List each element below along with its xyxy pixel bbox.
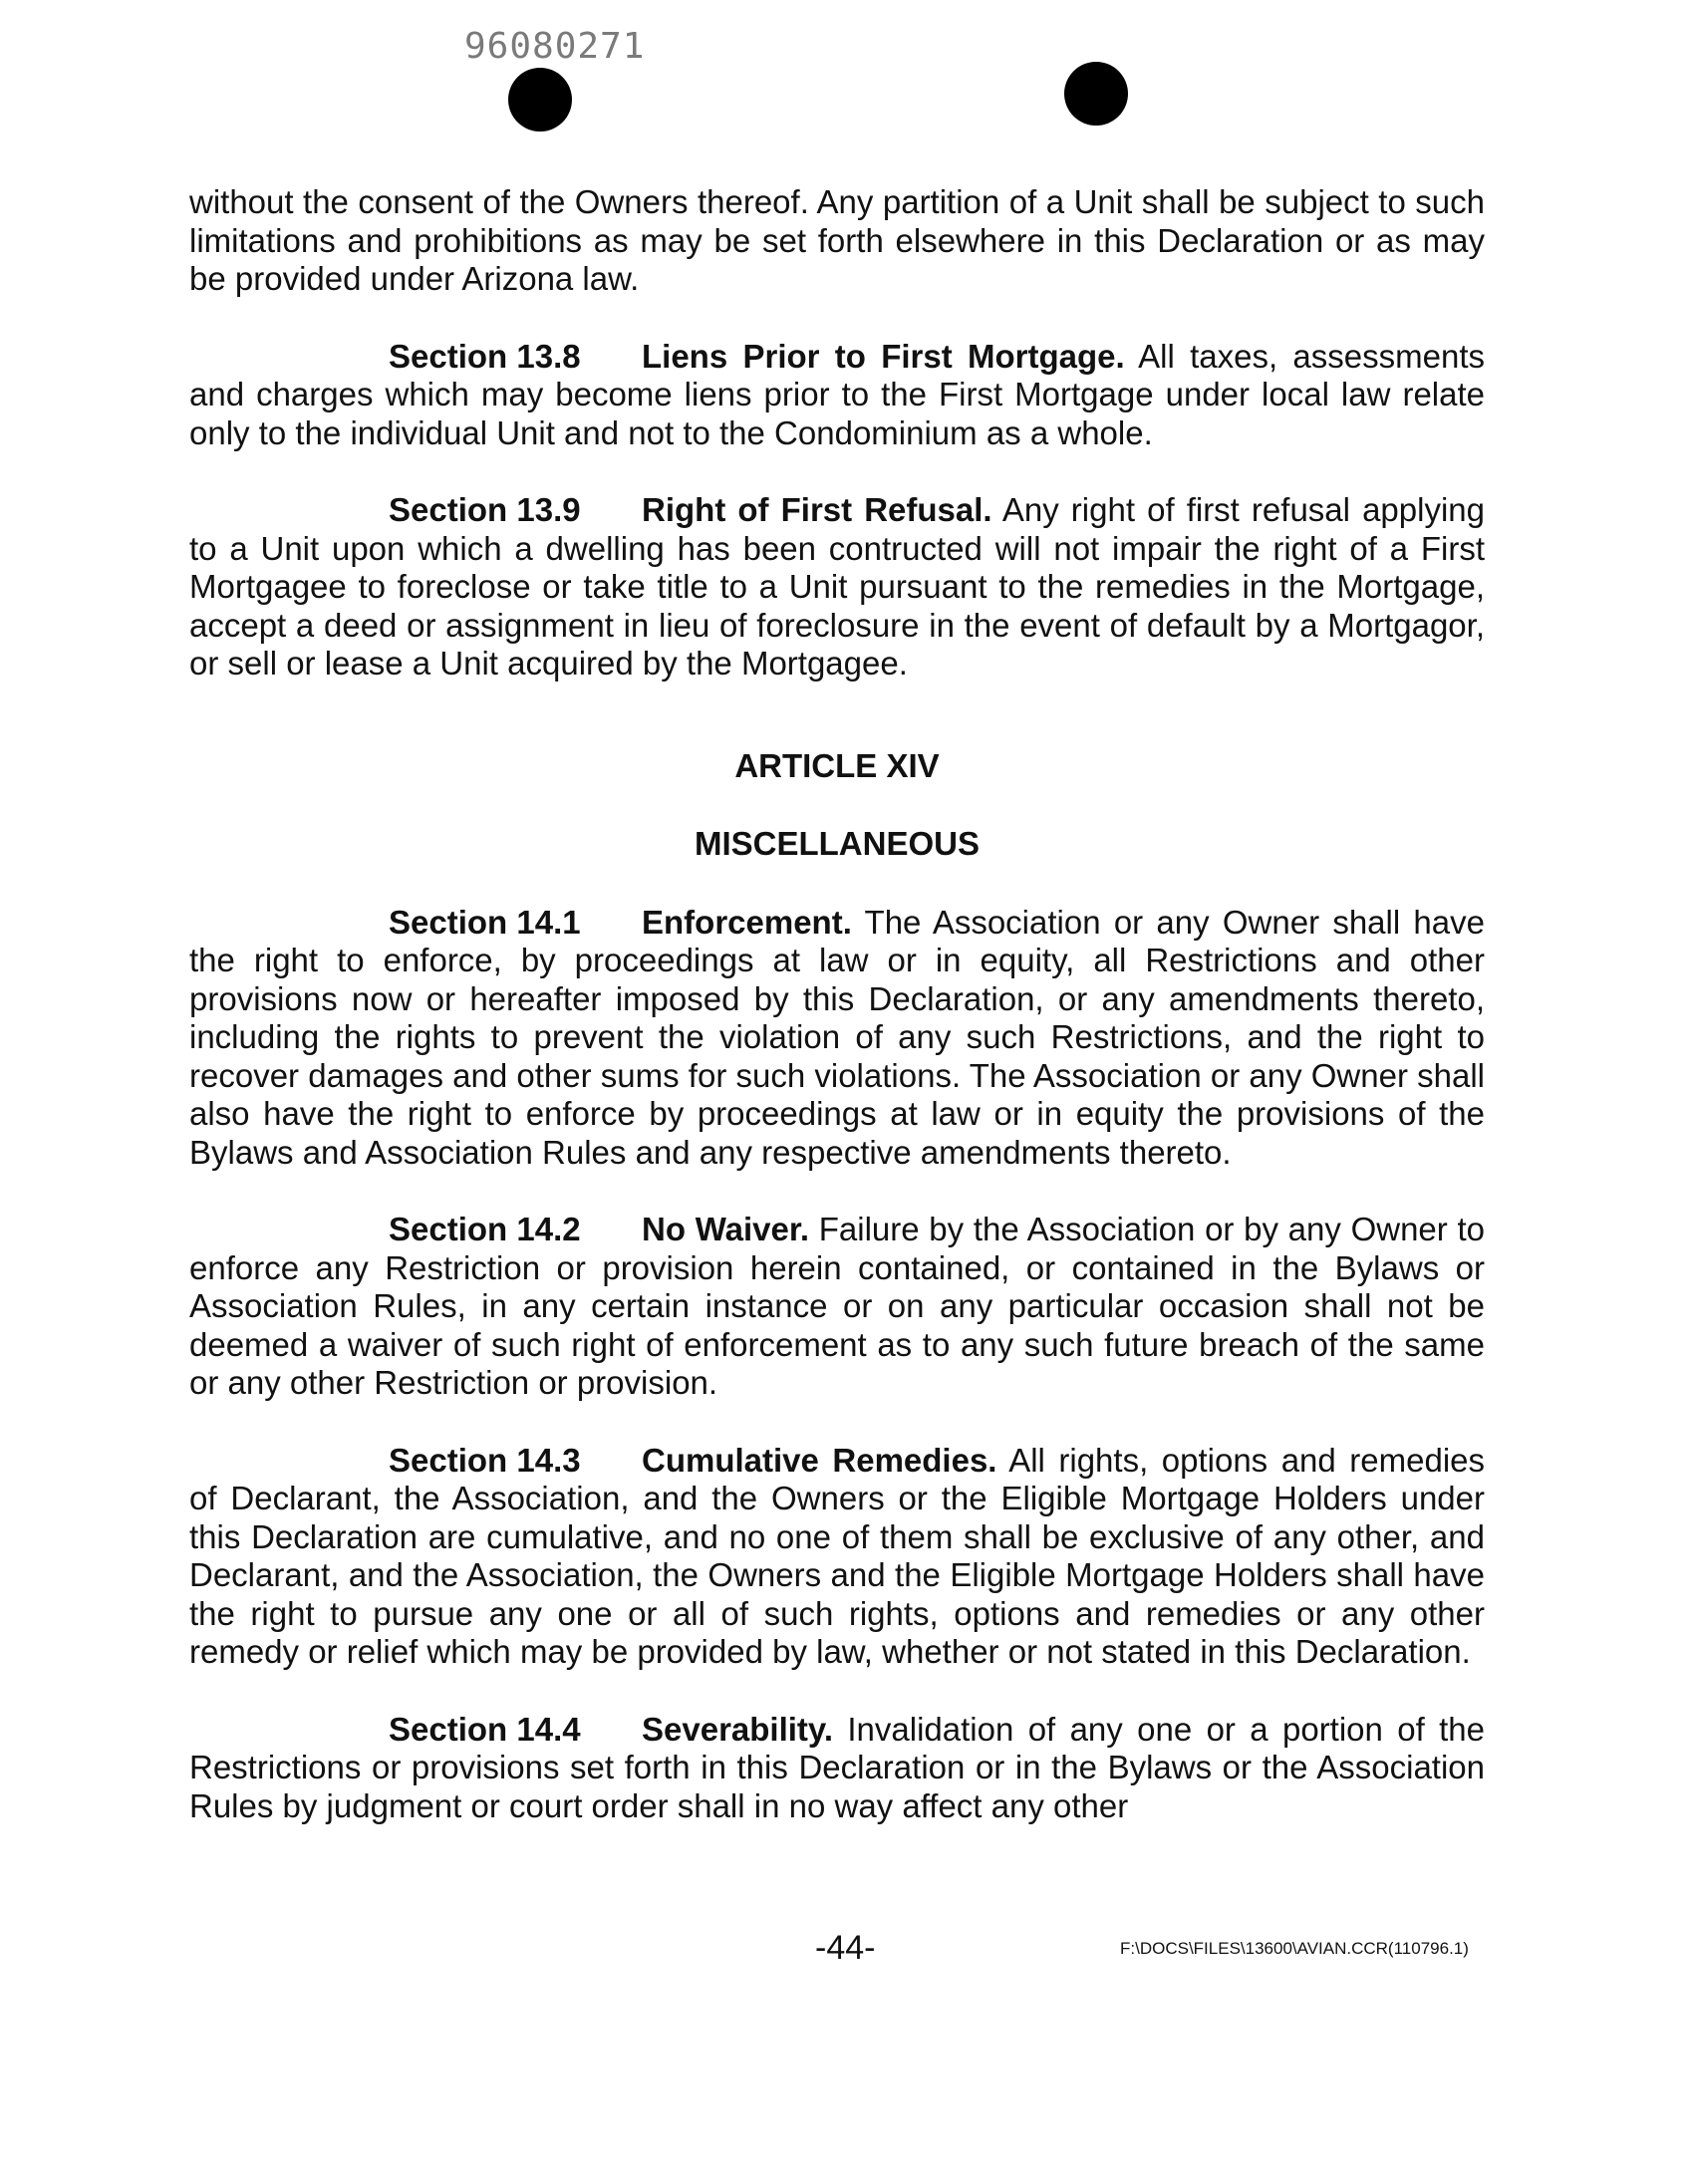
section-title: Enforcement. <box>642 903 852 941</box>
punch-hole-right <box>1064 62 1128 126</box>
section-text: Invalidation of any one or a portion of the Restrictions or provisions set forth in this Declaration or in the Bylaws or the Association Rules by judgment or court order shall in no way affect any other <box>189 1710 1486 1824</box>
section-number: Section 13.9 <box>389 491 581 528</box>
article-subheading: MISCELLANEOUS <box>694 825 980 862</box>
section-number: Section 14.1 <box>389 903 581 941</box>
section-text: All rights, options and remedies of Declarant, the Association, and the Owners or the Eligible Mortgage Holders under this Declaration are cumulative, and no one of them shall be exclusive of any other, and Declarant, and the Association, the Owners and the Eligible Mortgage Holders shall have the right to pursue any one or all of such rights, options and remedies or any other remedy or relief which may be provided by law, whether or not stated in this Declaration. <box>189 1441 1485 1670</box>
section-number: Section 14.3 <box>389 1441 581 1479</box>
punch-hole-left <box>508 68 572 132</box>
section-title: Right of First Refusal. <box>642 491 992 528</box>
section-title: Severability. <box>642 1710 833 1748</box>
section-14-1 <box>189 904 1485 1173</box>
section-text: All taxes, assessments and charges which may become liens prior to the First Mortgage under local law relate only to the individual Unit and not to the Condominium as a whole. <box>189 337 1485 451</box>
section-13-9 <box>189 491 1485 683</box>
section-number: Section 14.2 <box>389 1211 581 1247</box>
section-title: No Waiver. <box>642 1211 810 1247</box>
section-text: Any right of first refusal applying to a Unit upon which a dwelling has been contructed will not impair the right of a First Mortgagee to foreclose or take title to a Unit pursuant to the remedies in the Mortgage, accept a deed or assignment in lieu of foreclosure in the event of default by a Mortgagor, or sell or lease a Unit acquired by the Mortgagee. <box>189 491 1485 682</box>
page-number: -44- <box>815 1929 876 1967</box>
section-number: Section 13.8 <box>389 337 581 375</box>
section-text: The Association or any Owner shall have the right to enforce, by proceedings at law or in equity, all Restrictions and other provisions now or hereafter imposed by this Declaration, or any amendments thereto, including the rights to prevent the violation of any such Restrictions, and the right to recover damages and other sums for such violations. The Association or any Owner shall also have the right to enforce by proceedings at law or in equity the provisions of the Bylaws and Association Rules and any respective amendments thereto. <box>189 903 1485 1171</box>
file-path-footer: F:\DOCS\FILES\13600\AVIAN.CCR(110796.1) <box>1120 1939 1469 1958</box>
section-14-2 <box>189 1211 1485 1403</box>
paragraph-continuation: without the consent of the Owners thereof. Any partition of a Unit shall be subject to such limitations and prohibitions as may be set forth elsewhere in this Declaration or as may be provided under Arizona law. <box>189 183 1485 297</box>
section-title: Cumulative Remedies. <box>642 1441 997 1479</box>
article-heading: ARTICLE XIV <box>734 746 940 784</box>
document-stamp-number: 96080271 <box>464 26 646 67</box>
section-14-4 <box>189 1711 1485 1826</box>
section-number: Section 14.4 <box>389 1710 581 1748</box>
section-14-3 <box>189 1442 1485 1672</box>
section-title: Liens Prior to First Mortgage. <box>642 337 1125 375</box>
document-body <box>189 183 1485 1864</box>
section-text: Failure by the Association or by any Owner to enforce any Restriction or provision herein contained, or contained in the Bylaws or Association Rules, in any certain instance or on any particular occasion shall not be deemed a waiver of such right of enforcement as to any such future breach of the same or any other Restriction or provision. <box>189 1211 1485 1401</box>
section-13-8 <box>189 338 1485 453</box>
